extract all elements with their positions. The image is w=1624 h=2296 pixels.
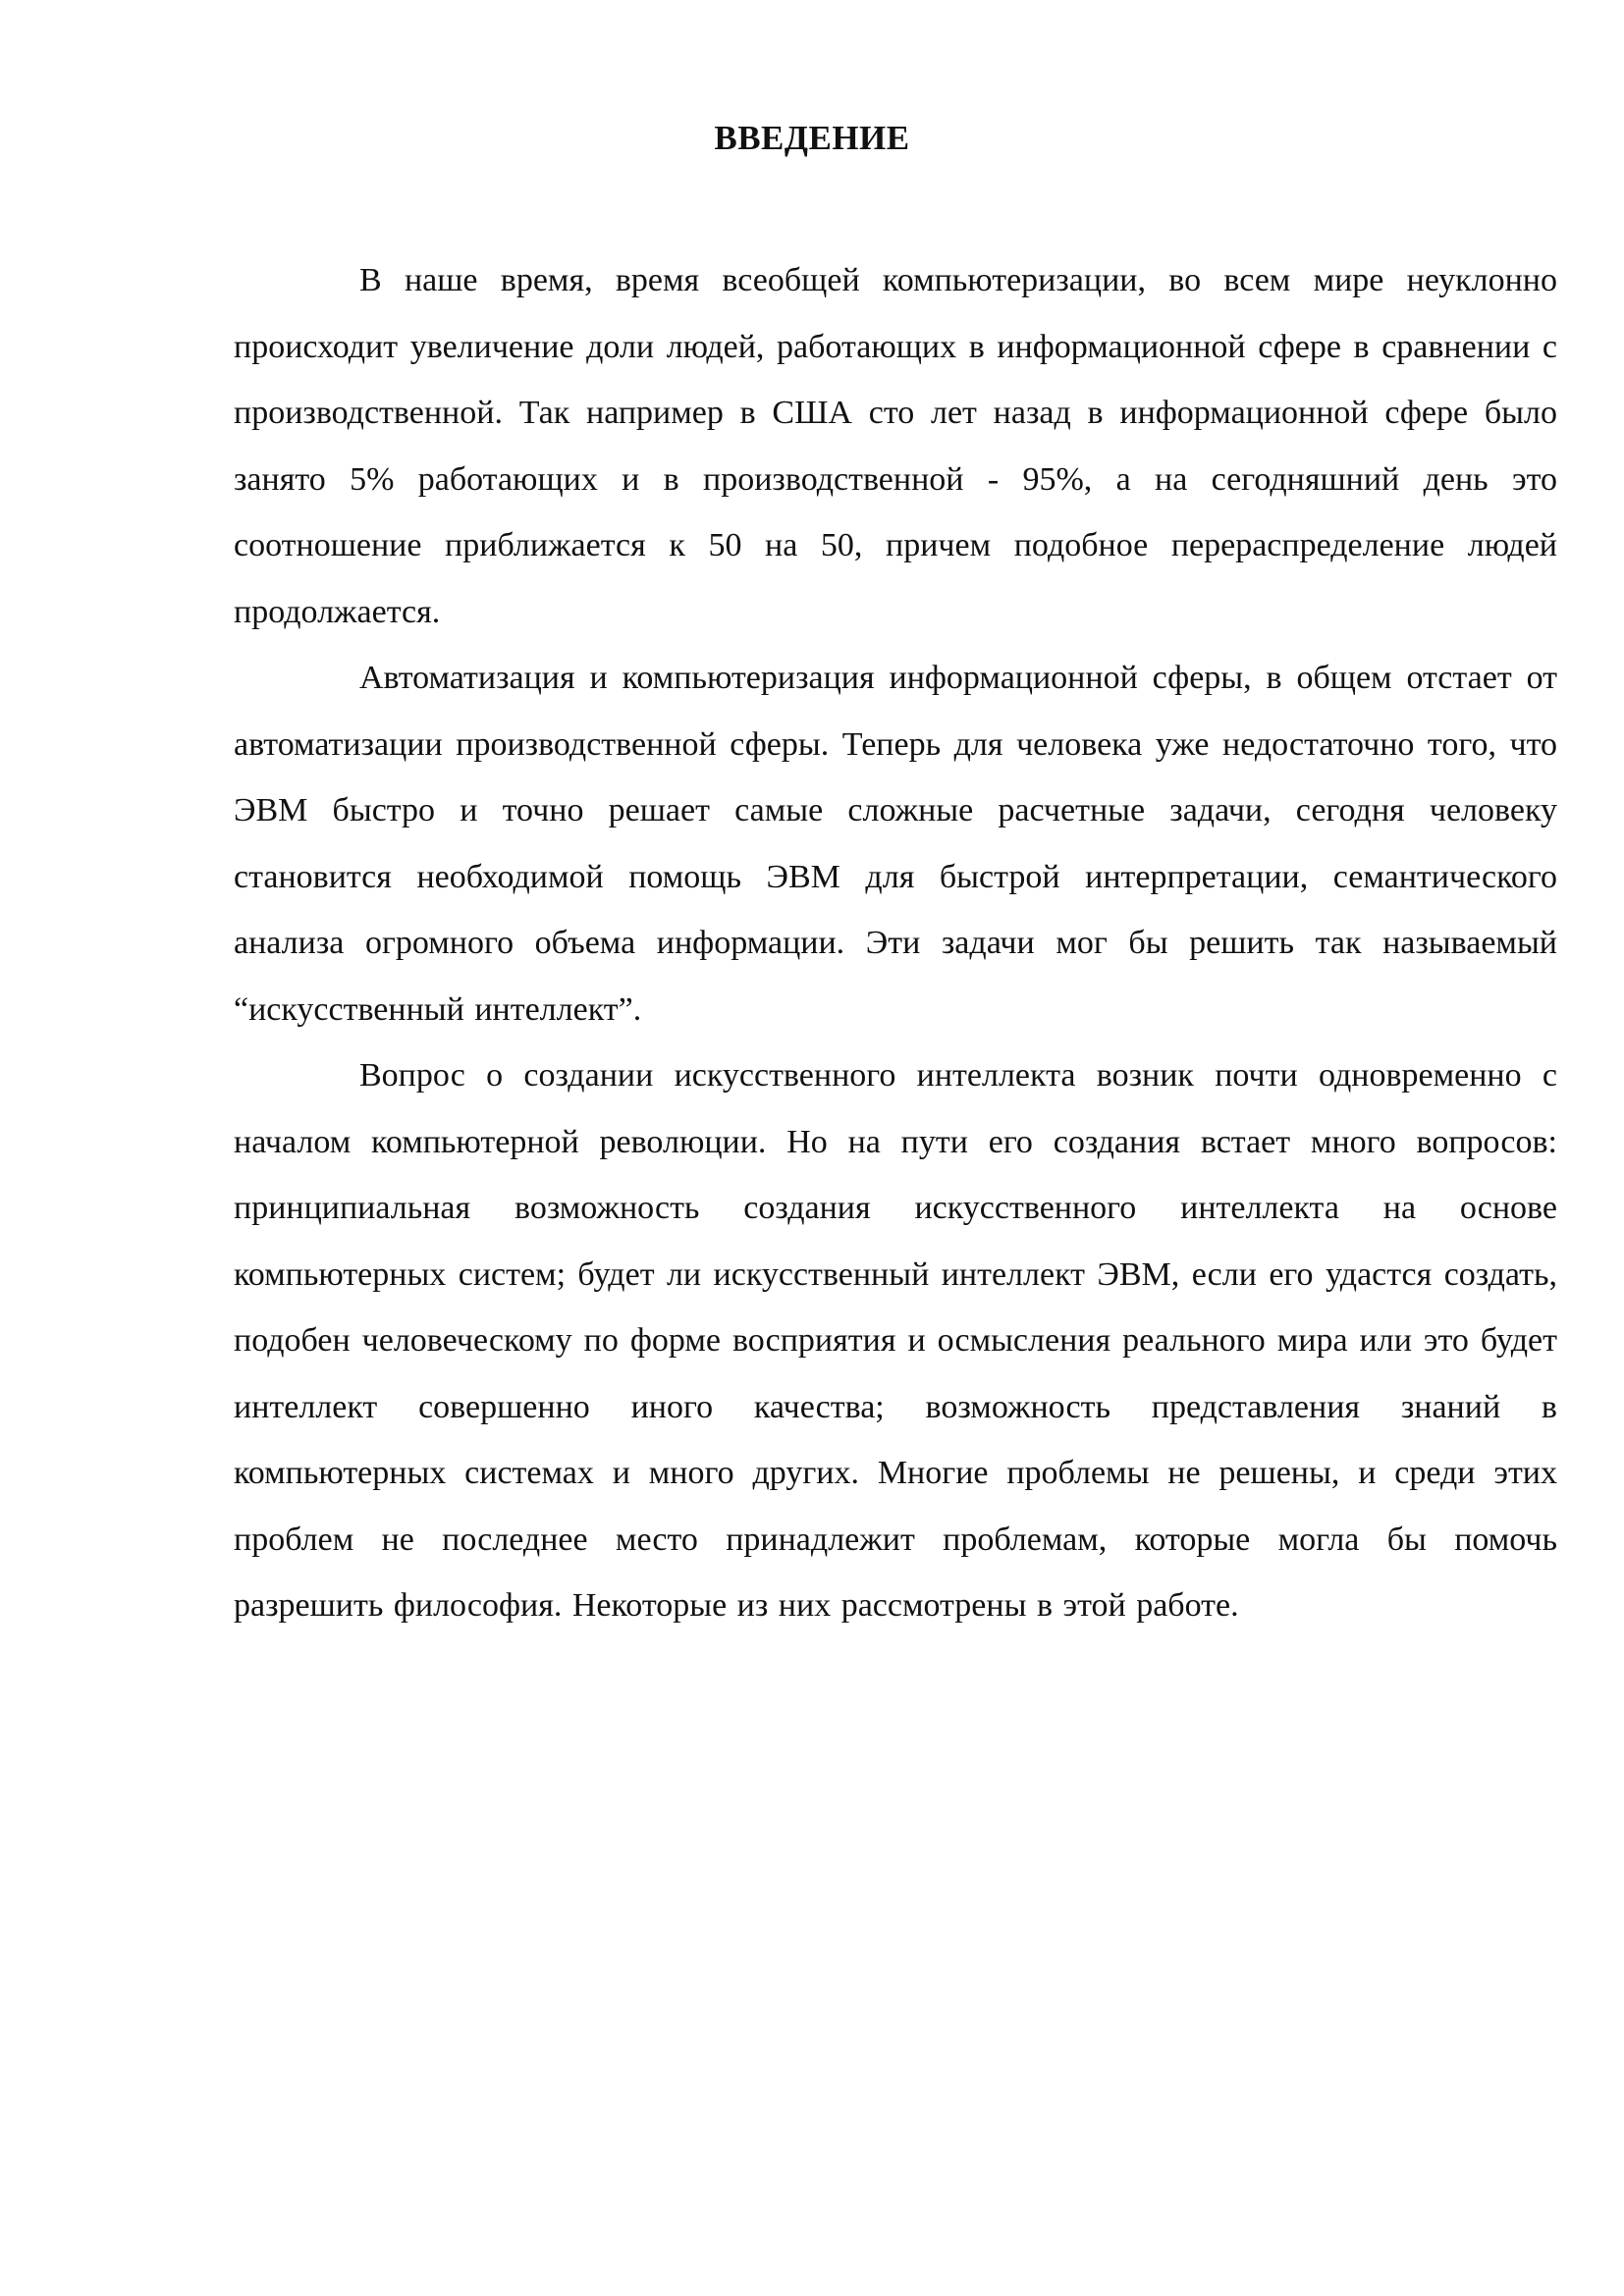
page-title: ВВЕДЕНИЕ bbox=[714, 119, 910, 157]
paragraph-3: Вопрос о создании искусственного интеллекта возник почти одновременно с началом компьютерной революции. Но на пути его создания встает много вопросов: принципиальная возможность создания искусственного интеллекта на основе компьютерных систем; будет ли искусственный интеллект ЭВМ, если его удастся создать, подобен человеческому по форме восприятия и осмысления реального мира или это будет интеллект совершенно иного качества; возможность представления знаний в компьютерных системах и много других. Многие проблемы не решены, и среди этих проблем не последнее место принадлежит проблемам, которые могла бы помочь разрешить философия. Некоторые из них рассмотрены в этой работе. bbox=[234, 1057, 1557, 1624]
paragraph-2: Автоматизация и компьютеризация информационной сферы, в общем отстает от автоматизации производственной сферы. Теперь для человека уже недостаточно того, что ЭВМ быстро и точно решает самые сложные расчетные задачи, сегодня человеку становится необходимой помощь ЭВМ для быстрой интерпретации, семантического анализа огромного объема информации. Эти задачи мог бы решить так называемый “искусственный интеллект”. bbox=[234, 660, 1557, 1028]
document-body bbox=[234, 247, 1557, 1639]
paragraph-1: В наше время, время всеобщей компьютеризации, во всем мире неуклонно происходит увеличение доли людей, работающих в информационной сфере в сравнении с производственной. Так например в США сто лет назад в информационной сфере было занято 5% работающих и в производственной - 95%, а на сегодняшний день это соотношение приближается к 50 на 50, причем подобное перераспределение людей продолжается. bbox=[234, 262, 1557, 630]
